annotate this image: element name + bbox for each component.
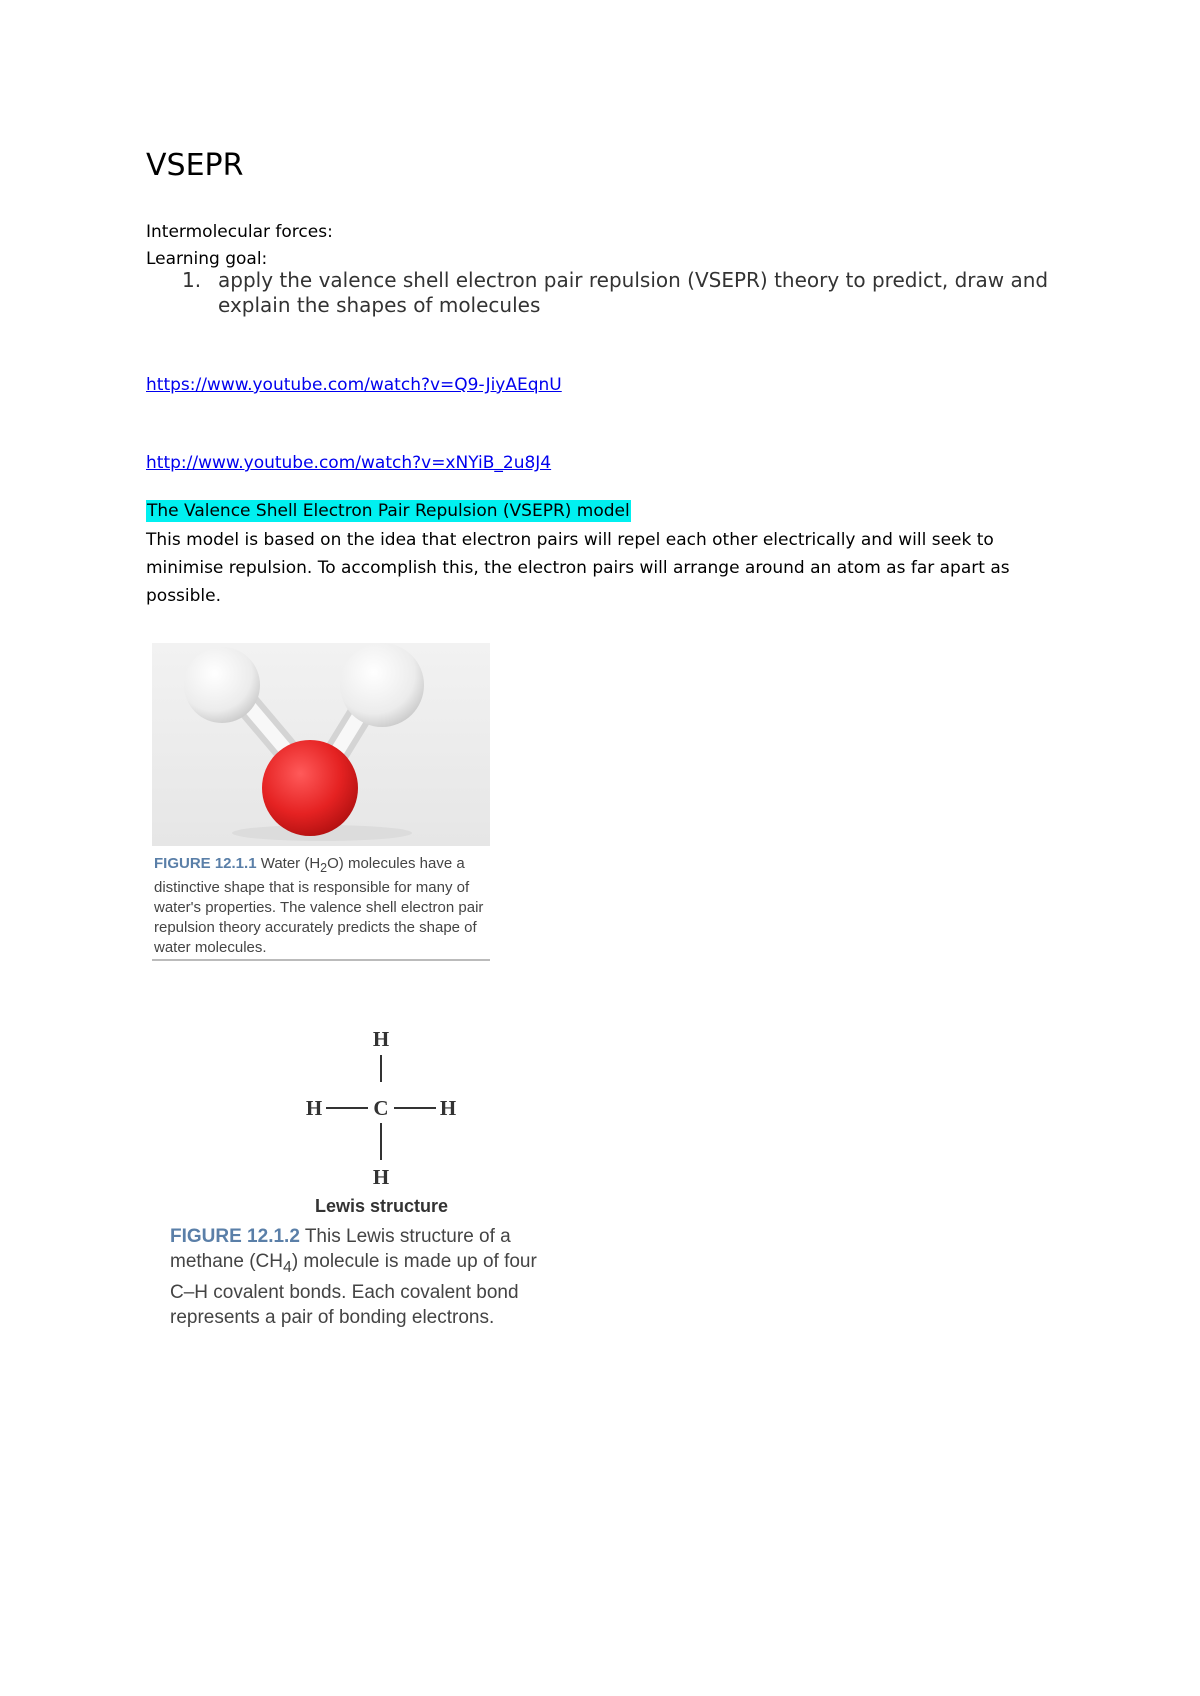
- atom-c-center: C: [373, 1096, 389, 1120]
- learning-goal-label: Learning goal:: [146, 249, 268, 269]
- lewis-structure-diagram: [168, 1020, 568, 1195]
- body-paragraph: This model is based on the idea that electron pairs will repel each other electrically and will seek to minimise repulsion. To accomplish this, the electron pairs will arrange around an atom as far apart as possible.: [146, 530, 1010, 606]
- oxygen-atom: [262, 740, 358, 836]
- figure-1-divider: [152, 959, 490, 961]
- atom-h-right: H: [439, 1096, 457, 1120]
- figure-2-caption: FIGURE 12.1.2 This Lewis structure of a methane $(CH_4)$ molecule is made up of four C–H covalent bonds. Each covalent bond represents a pair of bonding electrons.: [170, 1226, 537, 1328]
- figure-water-molecule: [152, 643, 490, 961]
- figure-1-key: FIGURE 12.1.1: [154, 855, 257, 872]
- figure-methane-lewis: [168, 1020, 568, 1340]
- lewis-structure-label: Lewis structure: [315, 1196, 449, 1216]
- intermolecular-forces-label: Intermolecular forces:: [146, 222, 333, 242]
- goal-text: apply the valence shell electron pair repulsion (VSEPR) theory to predict, draw and explain the shapes of molecules: [218, 268, 1049, 317]
- atom-h-left: H: [305, 1096, 323, 1120]
- atom-h-bottom: H: [372, 1165, 390, 1189]
- water-molecule-image: [152, 643, 490, 846]
- hydrogen-atom-left: [184, 647, 260, 723]
- hydrogen-atom-right: [340, 643, 424, 727]
- learning-goal-item: [182, 268, 1082, 318]
- atom-h-top: H: [372, 1027, 390, 1051]
- goal-number: 1.: [182, 268, 202, 292]
- water-molecule-model: [152, 643, 490, 846]
- figure-1-caption: FIGURE 12.1.1 Water $(H_2O)$ molecules have a distinctive shape that is responsible for many of water's properties. The valence shell electron pair repulsion theory accurately predicts the shape of water molecules.: [154, 855, 484, 956]
- figure-2-key: FIGURE 12.1.2: [170, 1226, 300, 1247]
- section-heading: The Valence Shell Electron Pair Repulsion (VSEPR) model: [147, 501, 630, 521]
- youtube-link-2[interactable]: http://www.youtube.com/watch?v=xNYiB_2u8J4: [146, 453, 552, 473]
- document-title: VSEPR: [146, 148, 244, 183]
- youtube-link-1[interactable]: https://www.youtube.com/watch?v=Q9-JiyAEqnU: [146, 375, 562, 395]
